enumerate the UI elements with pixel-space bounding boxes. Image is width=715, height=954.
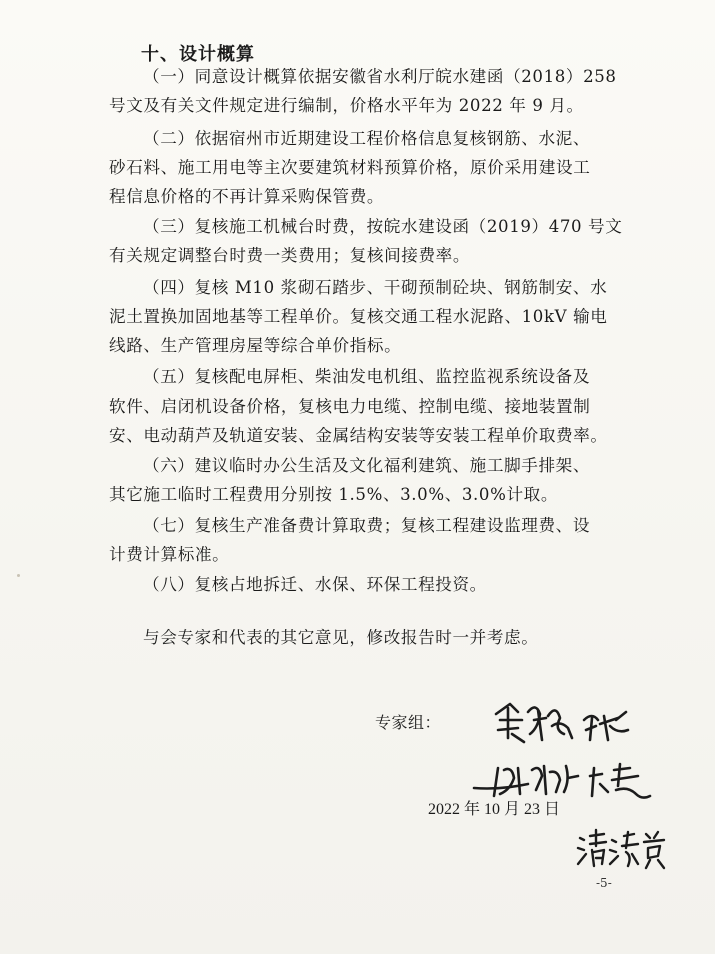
- closing-remark: 与会专家和代表的其它意见，修改报告时一并考虑。: [143, 628, 539, 647]
- text-line: 线路、生产管理房屋等综合单价指标。: [109, 336, 402, 355]
- signature-1: [488, 690, 638, 750]
- text-line: 号文及有关文件规定进行编制，价格水平年为 2022 年 9 月。: [109, 96, 584, 115]
- text-line: （三）复核施工机械台时费，按皖水建设函（2019）470 号文: [143, 217, 623, 236]
- text-line: 泥土置换加固地基等工程单价。复核交通工程水泥路、10kV 输电: [109, 307, 608, 326]
- text-line: 有关规定调整台时费一类费用；复核间接费率。: [109, 246, 471, 265]
- signing-date: 2022 年 10 月 23 日: [428, 801, 561, 818]
- text-line: （四）复核 M10 浆砌石踏步、干砌预制砼块、钢筋制安、水: [143, 278, 608, 297]
- text-line: 砂石料、施工用电等主次要建筑材料预算价格，原价采用建设工: [109, 158, 591, 177]
- text-line: 软件、启闭机设备价格，复核电力电缆、控制电缆、接地装置制: [109, 397, 591, 416]
- text-line: （一）同意设计概算依据安徽省水利厅皖水建函（2018）258: [143, 67, 617, 86]
- text-line: （五）复核配电屏柜、柴油发电机组、监控监视系统设备及: [143, 367, 591, 386]
- text-line: 计费计算标准。: [109, 545, 230, 564]
- expert-group-label: 专家组：: [375, 713, 442, 732]
- page-number: -5-: [596, 876, 612, 890]
- text-line: （二）依据宿州市近期建设工程价格信息复核钢筋、水泥、: [143, 129, 591, 148]
- text-line: 其它施工临时工程费用分别按 1.5%、3.0%、3.0%计取。: [109, 485, 559, 504]
- text-line: （六）建议临时办公生活及文化福利建筑、施工脚手排架、: [143, 456, 591, 475]
- signature-3: [574, 826, 684, 870]
- text-line: （八）复核占地拆迁、水保、环保工程投资。: [143, 575, 487, 594]
- section-heading: 十、设计概算: [141, 44, 255, 65]
- text-line: 程信息价格的不再计算采购保管费。: [109, 187, 385, 206]
- text-line: （七）复核生产准备费计算取费；复核工程建设监理费、设: [143, 516, 591, 535]
- scan-speck: [17, 574, 20, 577]
- text-line: 安、电动葫芦及轨道安装、金属结构安装等安装工程单价取费率。: [109, 426, 608, 445]
